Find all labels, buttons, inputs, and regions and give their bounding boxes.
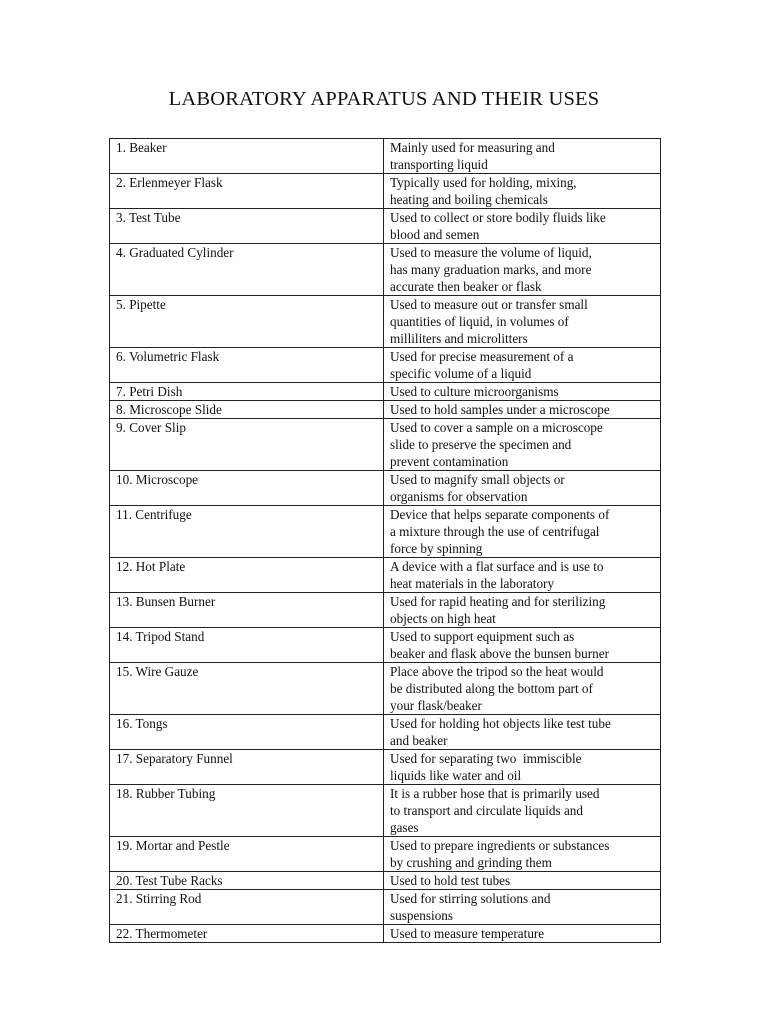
- apparatus-use-line: be distributed along the bottom part of: [390, 681, 593, 696]
- apparatus-name: 20. Test Tube Racks: [116, 873, 223, 888]
- table-row: [110, 244, 661, 296]
- apparatus-use-line: Typically used for holding, mixing,: [390, 175, 577, 190]
- apparatus-name-cell: [110, 506, 384, 558]
- table-row: [110, 785, 661, 837]
- apparatus-name-cell: [110, 348, 384, 383]
- apparatus-use-line: A device with a flat surface and is use to: [390, 559, 604, 574]
- apparatus-use-cell: [384, 296, 661, 348]
- table-row: [110, 174, 661, 209]
- apparatus-use-line: Used to magnify small objects or: [390, 472, 565, 487]
- apparatus-use-line: beaker and flask above the bunsen burner: [390, 646, 609, 661]
- apparatus-use-cell: [384, 506, 661, 558]
- apparatus-use-line: heat materials in the laboratory: [390, 576, 555, 591]
- table-row: [110, 837, 661, 872]
- apparatus-name-cell: [110, 296, 384, 348]
- apparatus-use-line: It is a rubber hose that is primarily used: [390, 786, 600, 801]
- apparatus-name: 18. Rubber Tubing: [116, 786, 216, 801]
- apparatus-name: 14. Tripod Stand: [116, 629, 205, 644]
- apparatus-use-line: Used for precise measurement of a: [390, 349, 574, 364]
- apparatus-name-cell: [110, 401, 384, 419]
- apparatus-use-line: quantities of liquid, in volumes of: [390, 314, 569, 329]
- apparatus-name-cell: [110, 872, 384, 890]
- table-row: [110, 715, 661, 750]
- table-row: [110, 209, 661, 244]
- table-row: [110, 471, 661, 506]
- apparatus-use-line: Device that helps separate components of: [390, 507, 610, 522]
- table-row: [110, 663, 661, 715]
- apparatus-name: 3. Test Tube: [116, 210, 181, 225]
- apparatus-name: 13. Bunsen Burner: [116, 594, 216, 609]
- apparatus-name: 22. Thermometer: [116, 926, 208, 941]
- table-row: [110, 401, 661, 419]
- table-row: [110, 383, 661, 401]
- apparatus-use-line: Used to collect or store bodily fluids like: [390, 210, 606, 225]
- apparatus-use-line: to transport and circulate liquids and: [390, 803, 583, 818]
- apparatus-use-line: blood and semen: [390, 227, 480, 242]
- apparatus-use-line: accurate then beaker or flask: [390, 279, 542, 294]
- apparatus-name: 12. Hot Plate: [116, 559, 186, 574]
- apparatus-use-line: Place above the tripod so the heat would: [390, 664, 604, 679]
- apparatus-use-cell: [384, 139, 661, 174]
- table-row: [110, 558, 661, 593]
- apparatus-use-cell: [384, 419, 661, 471]
- apparatus-use-cell: [384, 401, 661, 419]
- apparatus-name: 7. Petri Dish: [116, 384, 183, 399]
- apparatus-use-line: slide to preserve the specimen and: [390, 437, 572, 452]
- apparatus-use-line: Used for separating two immiscible: [390, 751, 582, 766]
- apparatus-name: 19. Mortar and Pestle: [116, 838, 230, 853]
- apparatus-use-line: Used for holding hot objects like test tube: [390, 716, 611, 731]
- apparatus-use-cell: [384, 785, 661, 837]
- apparatus-name: 9. Cover Slip: [116, 420, 186, 435]
- apparatus-use-line: and beaker: [390, 733, 448, 748]
- page-title: LABORATORY APPARATUS AND THEIR USES: [168, 88, 600, 110]
- apparatus-use-line: Used to measure temperature: [390, 926, 545, 941]
- apparatus-use-line: transporting liquid: [390, 157, 488, 172]
- apparatus-use-cell: [384, 872, 661, 890]
- table-row: [110, 296, 661, 348]
- apparatus-use-cell: [384, 715, 661, 750]
- apparatus-name-cell: [110, 383, 384, 401]
- apparatus-use-line: suspensions: [390, 908, 454, 923]
- table-row: [110, 872, 661, 890]
- apparatus-use-line: heating and boiling chemicals: [390, 192, 548, 207]
- apparatus-name: 8. Microscope Slide: [116, 402, 222, 417]
- table-row: [110, 750, 661, 785]
- apparatus-use-cell: [384, 174, 661, 209]
- apparatus-name-cell: [110, 628, 384, 663]
- apparatus-use-line: force by spinning: [390, 541, 483, 556]
- apparatus-use-line: specific volume of a liquid: [390, 366, 532, 381]
- apparatus-name-cell: [110, 139, 384, 174]
- apparatus-use-cell: [384, 890, 661, 925]
- apparatus-use-line: your flask/beaker: [390, 698, 482, 713]
- apparatus-use-cell: [384, 209, 661, 244]
- table-row: [110, 925, 661, 943]
- apparatus-use-line: a mixture through the use of centrifugal: [390, 524, 600, 539]
- apparatus-name-cell: [110, 209, 384, 244]
- apparatus-use-line: gases: [390, 820, 419, 835]
- apparatus-name-cell: [110, 925, 384, 943]
- table-row: [110, 419, 661, 471]
- apparatus-name-cell: [110, 558, 384, 593]
- apparatus-use-cell: [384, 628, 661, 663]
- apparatus-name: 15. Wire Gauze: [116, 664, 199, 679]
- apparatus-name: 10. Microscope: [116, 472, 199, 487]
- apparatus-name: 21. Stirring Rod: [116, 891, 202, 906]
- table-row: [110, 348, 661, 383]
- apparatus-use-line: Used for stirring solutions and: [390, 891, 551, 906]
- apparatus-use-line: objects on high heat: [390, 611, 496, 626]
- apparatus-use-cell: [384, 593, 661, 628]
- table-row: [110, 890, 661, 925]
- table-row: [110, 593, 661, 628]
- apparatus-name-cell: [110, 663, 384, 715]
- apparatus-use-line: Used to support equipment such as: [390, 629, 575, 644]
- apparatus-use-line: organisms for observation: [390, 489, 528, 504]
- apparatus-name-cell: [110, 785, 384, 837]
- apparatus-use-cell: [384, 244, 661, 296]
- apparatus-use-line: Mainly used for measuring and: [390, 140, 555, 155]
- apparatus-name: 11. Centrifuge: [116, 507, 192, 522]
- apparatus-name-cell: [110, 715, 384, 750]
- apparatus-use-line: Used to cover a sample on a microscope: [390, 420, 603, 435]
- apparatus-name: 6. Volumetric Flask: [116, 349, 220, 364]
- apparatus-use-line: Used to prepare ingredients or substances: [390, 838, 610, 853]
- apparatus-use-line: prevent contamination: [390, 454, 509, 469]
- apparatus-name-cell: [110, 419, 384, 471]
- apparatus-use-cell: [384, 837, 661, 872]
- apparatus-name-cell: [110, 471, 384, 506]
- apparatus-use-cell: [384, 925, 661, 943]
- apparatus-name-cell: [110, 593, 384, 628]
- apparatus-use-line: has many graduation marks, and more: [390, 262, 592, 277]
- apparatus-use-cell: [384, 471, 661, 506]
- apparatus-use-cell: [384, 663, 661, 715]
- apparatus-use-cell: [384, 750, 661, 785]
- apparatus-name: 5. Pipette: [116, 297, 166, 312]
- apparatus-use-cell: [384, 348, 661, 383]
- apparatus-name: 16. Tongs: [116, 716, 168, 731]
- apparatus-use-line: Used to culture microorganisms: [390, 384, 559, 399]
- apparatus-use-line: Used to measure out or transfer small: [390, 297, 588, 312]
- apparatus-name: 1. Beaker: [116, 140, 167, 155]
- apparatus-name: 17. Separatory Funnel: [116, 751, 233, 766]
- table-row: [110, 139, 661, 174]
- apparatus-use-line: Used for rapid heating and for sterilizing: [390, 594, 606, 609]
- apparatus-name-cell: [110, 837, 384, 872]
- apparatus-name: 4. Graduated Cylinder: [116, 245, 234, 260]
- apparatus-use-line: Used to measure the volume of liquid,: [390, 245, 592, 260]
- apparatus-use-cell: [384, 558, 661, 593]
- apparatus-name-cell: [110, 890, 384, 925]
- apparatus-name-cell: [110, 244, 384, 296]
- apparatus-name: 2. Erlenmeyer Flask: [116, 175, 223, 190]
- apparatus-name-cell: [110, 750, 384, 785]
- apparatus-use-cell: [384, 383, 661, 401]
- apparatus-use-line: Used to hold samples under a microscope: [390, 402, 610, 417]
- apparatus-name-cell: [110, 174, 384, 209]
- apparatus-use-line: Used to hold test tubes: [390, 873, 511, 888]
- table-row: [110, 628, 661, 663]
- apparatus-use-line: by crushing and grinding them: [390, 855, 552, 870]
- table-row: [110, 506, 661, 558]
- apparatus-table: [109, 138, 661, 943]
- apparatus-table-body: [110, 139, 661, 943]
- apparatus-use-line: milliliters and microlitters: [390, 331, 528, 346]
- apparatus-use-line: liquids like water and oil: [390, 768, 522, 783]
